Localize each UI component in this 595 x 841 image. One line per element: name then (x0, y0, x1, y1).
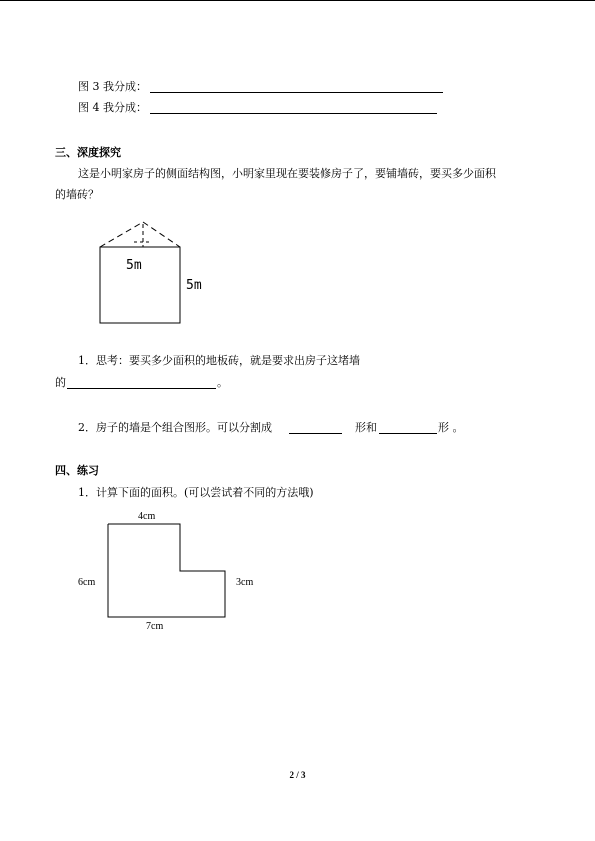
house-width-label: 5m (126, 258, 142, 273)
l-shape-bottom-label: 7cm (146, 621, 164, 632)
q1-prefix: 的 (55, 376, 66, 389)
section4-heading: 四、练习 (55, 464, 99, 477)
house-height-label: 5m (186, 278, 202, 293)
l-shape-top-label: 4cm (138, 511, 156, 522)
q2-suffix: 形 。 (438, 421, 464, 434)
q1-line1: 1．思考：要买多少面积的地板砖，就是要求出房子这堵墙 (78, 354, 360, 367)
section3-intro-line2: 的墙砖？ (55, 188, 99, 201)
section3-heading: 三、深度探究 (55, 146, 121, 159)
fig3-label: 图 3 我分成： (78, 80, 147, 93)
fig4-label: 图 4 我分成： (78, 101, 147, 114)
section3-intro-line1: 这是小明家房子的侧面结构图，小明家里现在要装修房子了，要铺墙砖，要买多少面积 (78, 167, 496, 180)
l-shape-left-label: 6cm (78, 577, 96, 588)
q1-suffix: 。 (217, 376, 228, 389)
q2-prefix: 2．房子的墙是个组合图形。可以分割成 (78, 421, 272, 434)
q2-mid: 形和 (355, 421, 377, 434)
page-number: 2 / 3 (289, 770, 306, 780)
l-shape-outline (108, 524, 225, 617)
section4-q1: 1．计算下面的面积。(可以尝试着不同的方法哦) (78, 486, 314, 499)
l-shape-right-label: 3cm (236, 577, 254, 588)
